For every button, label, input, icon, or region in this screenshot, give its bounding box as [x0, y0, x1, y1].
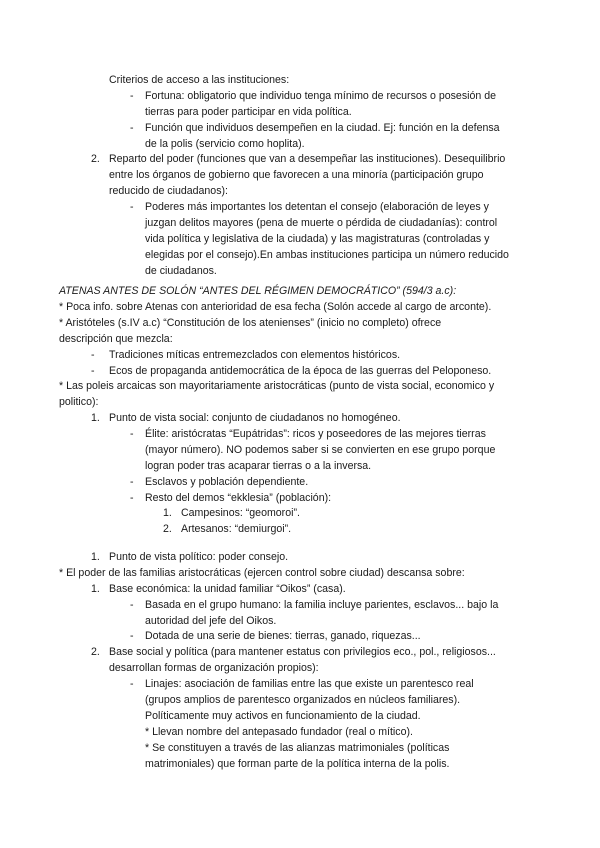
- social-line: Punto de vista social: conjunto de ciudadanos no homogéneo.: [109, 412, 401, 424]
- list-number: 2.: [91, 153, 100, 165]
- aristoteles-line-2: descripción que mezcla:: [59, 333, 173, 345]
- poderes-line-2: juzgan delitos mayores (pena de muerte o pérdida de ciudadanías): control: [145, 217, 498, 229]
- poca-info-line: * Poca info. sobre Atenas con anterioridad de esa fecha (Solón accede al cargo de arconte).: [59, 301, 492, 313]
- poderes-line-5: de ciudadanos.: [145, 265, 217, 277]
- funcion-line-1: Función que individuos desempeñen en la ciudad. Ej: función en la defensa: [145, 122, 500, 134]
- list-number: 2.: [163, 523, 172, 535]
- familias-intro: * El poder de las familias aristocráticas (ejercen control sobre ciudad) descansa sobre:: [59, 567, 465, 579]
- reparto-line-2: entre los órganos de gobierno que favorecen a una minoría (participación grupo: [109, 169, 484, 181]
- tradiciones-line: Tradiciones míticas entremezclados con elementos históricos.: [109, 349, 401, 361]
- bullet-dash: -: [130, 476, 134, 488]
- poleis-line-2: politico):: [59, 396, 99, 408]
- list-number: 1.: [91, 583, 100, 595]
- bullet-dash: -: [130, 90, 134, 102]
- reparto-line-3: reducido de ciudadanos):: [109, 185, 228, 197]
- basada-line-1: Basada en el grupo humano: la familia incluye parientes, esclavos... bajo la: [145, 599, 499, 611]
- base-social-line-1: Base social y política (para mantener estatus con privilegios eco., pol., religiosos...: [109, 646, 496, 658]
- politico-line: Punto de vista político: poder consejo.: [109, 551, 289, 563]
- bullet-dash: -: [130, 201, 134, 213]
- bullet-dash: -: [130, 630, 134, 642]
- bullet-dash: -: [91, 349, 95, 361]
- linajes-line-3: Políticamente muy activos en funcionamiento de la ciudad.: [145, 710, 421, 722]
- poderes-line-3: vida política y legislativa de la ciudada) y las magistraturas (controladas y: [145, 233, 490, 245]
- list-number: 1.: [91, 412, 100, 424]
- poleis-line-1: * Las poleis arcaicas son mayoritariamente aristocráticas (punto de vista social, economico y: [59, 380, 495, 392]
- artesanos-line: Artesanos: “demiurgoi”.: [181, 523, 292, 535]
- linajes-line-1: Linajes: asociación de familias entre las que existe un parentesco real: [145, 678, 474, 690]
- elite-line-1: Élite: aristócratas “Eupátridas”: ricos y poseedores de las mejores tierras: [145, 428, 486, 440]
- aristoteles-line-1: * Aristóteles (s.IV a.c) “Constitución de los atenienses” (inicio no completo) ofrece: [59, 317, 442, 329]
- list-number: 1.: [91, 551, 100, 563]
- alianzas-line-2: matrimoniales) que forman parte de la política interna de la polis.: [145, 758, 450, 770]
- poderes-line-1: Poderes más importantes los detentan el consejo (elaboración de leyes y: [145, 201, 489, 213]
- fortuna-line-1: Fortuna: obligatorio que individuo tenga mínimo de recursos o posesión de: [145, 90, 496, 102]
- resto-line: Resto del demos “ekklesia” (población):: [145, 492, 332, 504]
- base-economica-line: Base económica: la unidad familiar “Oikos” (casa).: [109, 583, 346, 595]
- bullet-dash: -: [130, 678, 134, 690]
- dotada-line: Dotada de una serie de bienes: tierras, ganado, riquezas...: [145, 630, 421, 642]
- reparto-line-1: Reparto del poder (funciones que van a desempeñar las instituciones). Desequilibrio: [109, 153, 506, 165]
- bullet-dash: -: [130, 599, 134, 611]
- ecos-line: Ecos de propaganda antidemocrática de la época de las guerras del Peloponeso.: [109, 365, 492, 377]
- bullet-dash: -: [91, 365, 95, 377]
- basada-line-2: autoridad del jefe del Oikos.: [145, 615, 277, 627]
- section-heading: ATENAS ANTES DE SOLÓN “ANTES DEL RÉGIMEN DEMOCRÁTICO” (594/3 a.c):: [59, 285, 457, 297]
- campesinos-line: Campesinos: “geomoroi”.: [181, 507, 300, 519]
- base-social-line-2: desarrollan formas de organización propios):: [109, 662, 319, 674]
- poderes-line-4: elegidas por el consejo).En ambas instituciones participa un número reducido: [145, 249, 509, 261]
- criterios-title: Criterios de acceso a las instituciones:: [109, 74, 290, 86]
- bullet-dash: -: [130, 428, 134, 440]
- funcion-line-2: de la polis (servicio como hoplita).: [145, 138, 305, 150]
- fortuna-line-2: tierras para poder participar en vida política.: [145, 106, 352, 118]
- list-number: 2.: [91, 646, 100, 658]
- bullet-dash: -: [130, 492, 134, 504]
- alianzas-line-1: * Se constituyen a través de las alianzas matrimoniales (políticas: [145, 742, 450, 754]
- linajes-line-2: (grupos amplios de parentesco organizados en núcleos familiares).: [145, 694, 461, 706]
- list-number: 1.: [163, 507, 172, 519]
- bullet-dash: -: [130, 122, 134, 134]
- nombre-line: * Llevan nombre del antepasado fundador (real o mítico).: [145, 726, 413, 738]
- elite-line-2: (mayor número). NO podemos saber si se convierten en ese grupo porque: [145, 444, 496, 456]
- elite-line-3: logran poder tras acaparar tierras o a la inversa.: [145, 460, 372, 472]
- esclavos-line: Esclavos y población dependiente.: [145, 476, 309, 488]
